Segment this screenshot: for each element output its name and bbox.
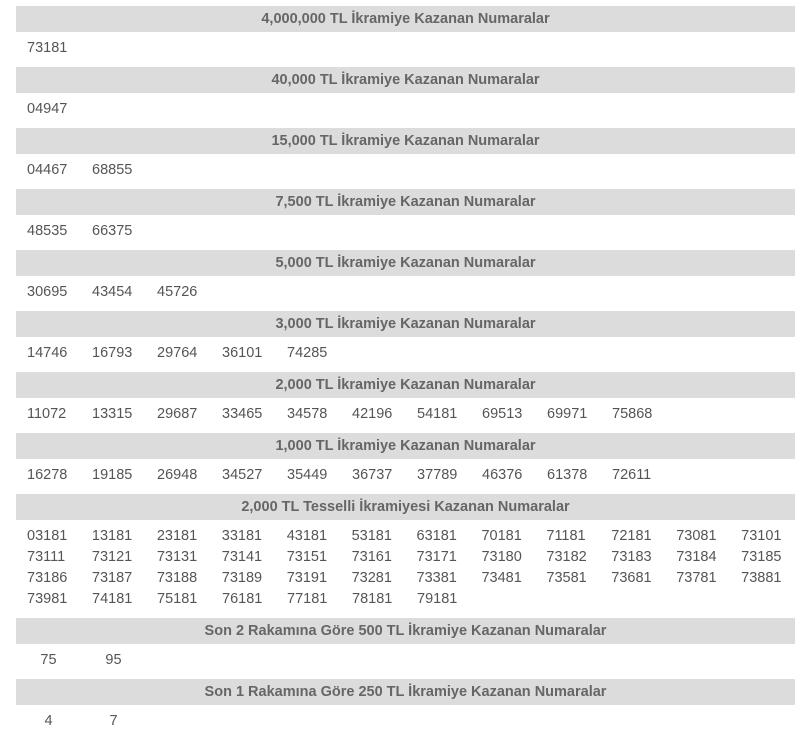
winning-number: 73187 bbox=[91, 570, 133, 586]
numbers-row bbox=[16, 526, 795, 547]
winning-number: 73101 bbox=[741, 528, 782, 544]
winning-number: 19185 bbox=[92, 467, 133, 483]
winning-number: 53181 bbox=[351, 528, 392, 544]
prize-section-title: 3,000 TL İkramiye Kazanan Numaralar bbox=[16, 311, 795, 337]
numbers-row bbox=[16, 547, 795, 568]
winning-number: 73881 bbox=[741, 570, 782, 586]
winning-number: 43454 bbox=[92, 284, 133, 300]
numbers-row bbox=[16, 711, 795, 732]
winning-number: 66375 bbox=[92, 223, 133, 239]
winning-number: 13315 bbox=[92, 406, 133, 422]
numbers-row bbox=[16, 282, 795, 303]
winning-number: 78181 bbox=[352, 591, 393, 607]
winning-number: 42196 bbox=[352, 406, 393, 422]
winning-number: 54181 bbox=[417, 406, 458, 422]
winning-number: 04467 bbox=[27, 162, 68, 178]
winning-number: 73281 bbox=[351, 570, 392, 586]
winning-number: 73189 bbox=[221, 570, 263, 586]
numbers-row bbox=[16, 404, 795, 425]
prize-section bbox=[16, 189, 795, 250]
winning-number: 04947 bbox=[27, 101, 68, 117]
winning-numbers bbox=[16, 276, 795, 305]
winning-number: 71181 bbox=[546, 528, 586, 544]
winning-number: 75868 bbox=[612, 406, 653, 422]
winning-number: 77181 bbox=[287, 591, 328, 607]
prize-section-title: 40,000 TL İkramiye Kazanan Numaralar bbox=[16, 67, 795, 93]
winning-number: 68855 bbox=[92, 162, 133, 178]
winning-number: 13181 bbox=[91, 528, 133, 544]
winning-number: 79181 bbox=[417, 591, 458, 607]
winning-number: 73161 bbox=[351, 549, 392, 565]
winning-number: 29764 bbox=[157, 345, 198, 361]
prize-section bbox=[16, 128, 795, 189]
winning-number: 26948 bbox=[157, 467, 198, 483]
winning-number: 74181 bbox=[92, 591, 133, 607]
winning-numbers bbox=[16, 644, 795, 673]
winning-number: 73981 bbox=[27, 591, 68, 607]
winning-number: 45726 bbox=[157, 284, 198, 300]
prize-section-title: 2,000 TL İkramiye Kazanan Numaralar bbox=[16, 372, 795, 398]
winning-number: 74285 bbox=[287, 345, 328, 361]
winning-number: 73180 bbox=[481, 549, 522, 565]
winning-number: 69513 bbox=[482, 406, 523, 422]
winning-number: 16793 bbox=[92, 345, 133, 361]
winning-number: 73151 bbox=[286, 549, 328, 565]
numbers-row bbox=[16, 38, 795, 59]
winning-number: 73111 bbox=[27, 549, 66, 565]
numbers-row bbox=[16, 589, 795, 610]
winning-number: 73681 bbox=[611, 570, 652, 586]
winning-number: 14746 bbox=[27, 345, 68, 361]
winning-numbers bbox=[16, 705, 795, 734]
winning-number: 61378 bbox=[547, 467, 588, 483]
prize-section bbox=[16, 494, 795, 618]
winning-number: 33181 bbox=[221, 528, 263, 544]
winning-numbers bbox=[16, 93, 795, 122]
prize-section bbox=[16, 433, 795, 494]
prize-section bbox=[16, 618, 795, 679]
winning-number: 29687 bbox=[157, 406, 198, 422]
winning-number: 43181 bbox=[286, 528, 328, 544]
winning-number: 73191 bbox=[286, 570, 328, 586]
prize-section-title: 1,000 TL İkramiye Kazanan Numaralar bbox=[16, 433, 795, 459]
winning-number: 73183 bbox=[611, 549, 652, 565]
winning-numbers bbox=[16, 459, 795, 488]
winning-number: 73121 bbox=[91, 549, 133, 565]
winning-number: 4 bbox=[44, 713, 53, 729]
winning-number: 03181 bbox=[27, 528, 68, 544]
winning-number: 46376 bbox=[482, 467, 523, 483]
winning-number: 23181 bbox=[156, 528, 198, 544]
prize-section-title: 7,500 TL İkramiye Kazanan Numaralar bbox=[16, 189, 795, 215]
winning-number: 63181 bbox=[416, 528, 457, 544]
numbers-row bbox=[16, 343, 795, 364]
winning-number: 73381 bbox=[416, 570, 457, 586]
winning-number: 73171 bbox=[416, 549, 457, 565]
prize-section bbox=[16, 6, 795, 67]
winning-number: 95 bbox=[105, 652, 122, 668]
winning-number: 37789 bbox=[417, 467, 458, 483]
winning-number: 72611 bbox=[612, 467, 652, 483]
winning-number: 73781 bbox=[676, 570, 717, 586]
winning-number: 73481 bbox=[481, 570, 522, 586]
winning-number: 11072 bbox=[27, 406, 67, 422]
winning-number: 16278 bbox=[27, 467, 68, 483]
winning-number: 73182 bbox=[546, 549, 587, 565]
winning-number: 36737 bbox=[352, 467, 393, 483]
prize-section-title: Son 1 Rakamına Göre 250 TL İkramiye Kazanan Numaralar bbox=[16, 679, 795, 705]
winning-number: 73185 bbox=[741, 549, 782, 565]
prize-section bbox=[16, 67, 795, 128]
prize-section bbox=[16, 372, 795, 433]
winning-number: 36101 bbox=[222, 345, 263, 361]
winning-number: 73581 bbox=[546, 570, 587, 586]
prize-section-title: 5,000 TL İkramiye Kazanan Numaralar bbox=[16, 250, 795, 276]
prize-section-title: 4,000,000 TL İkramiye Kazanan Numaralar bbox=[16, 6, 795, 32]
winning-number: 30695 bbox=[27, 284, 68, 300]
winning-number: 35449 bbox=[287, 467, 328, 483]
winning-number: 73184 bbox=[676, 549, 717, 565]
winning-numbers bbox=[16, 154, 795, 183]
winning-number: 70181 bbox=[481, 528, 522, 544]
prize-section-title: 2,000 TL Tesselli İkramiyesi Kazanan Numaralar bbox=[16, 494, 795, 520]
prize-section-title: Son 2 Rakamına Göre 500 TL İkramiye Kazanan Numaralar bbox=[16, 618, 795, 644]
winning-numbers bbox=[16, 337, 795, 366]
numbers-row bbox=[16, 99, 795, 120]
winning-number: 76181 bbox=[222, 591, 263, 607]
numbers-row bbox=[16, 650, 795, 671]
numbers-row bbox=[16, 221, 795, 242]
winning-number: 73131 bbox=[156, 549, 198, 565]
winning-numbers bbox=[16, 215, 795, 244]
winning-number: 48535 bbox=[27, 223, 68, 239]
winning-numbers bbox=[16, 398, 795, 427]
winning-number: 75 bbox=[40, 652, 57, 668]
winning-number: 73081 bbox=[676, 528, 717, 544]
winning-number: 33465 bbox=[222, 406, 263, 422]
winning-number: 73188 bbox=[156, 570, 198, 586]
winning-number: 73141 bbox=[221, 549, 263, 565]
prize-section bbox=[16, 679, 795, 734]
numbers-row bbox=[16, 568, 795, 589]
results-container bbox=[16, 6, 795, 734]
numbers-row bbox=[16, 465, 795, 486]
winning-number: 75181 bbox=[157, 591, 198, 607]
winning-number: 34527 bbox=[222, 467, 263, 483]
winning-number: 34578 bbox=[287, 406, 328, 422]
winning-number: 72181 bbox=[611, 528, 652, 544]
winning-number: 7 bbox=[109, 713, 118, 729]
prize-section-title: 15,000 TL İkramiye Kazanan Numaralar bbox=[16, 128, 795, 154]
winning-number: 69971 bbox=[547, 406, 588, 422]
winning-number: 73186 bbox=[27, 570, 68, 586]
winning-numbers bbox=[16, 32, 795, 61]
winning-number: 73181 bbox=[27, 40, 68, 56]
numbers-row bbox=[16, 160, 795, 181]
prize-section bbox=[16, 311, 795, 372]
winning-numbers bbox=[16, 520, 795, 612]
prize-section bbox=[16, 250, 795, 311]
